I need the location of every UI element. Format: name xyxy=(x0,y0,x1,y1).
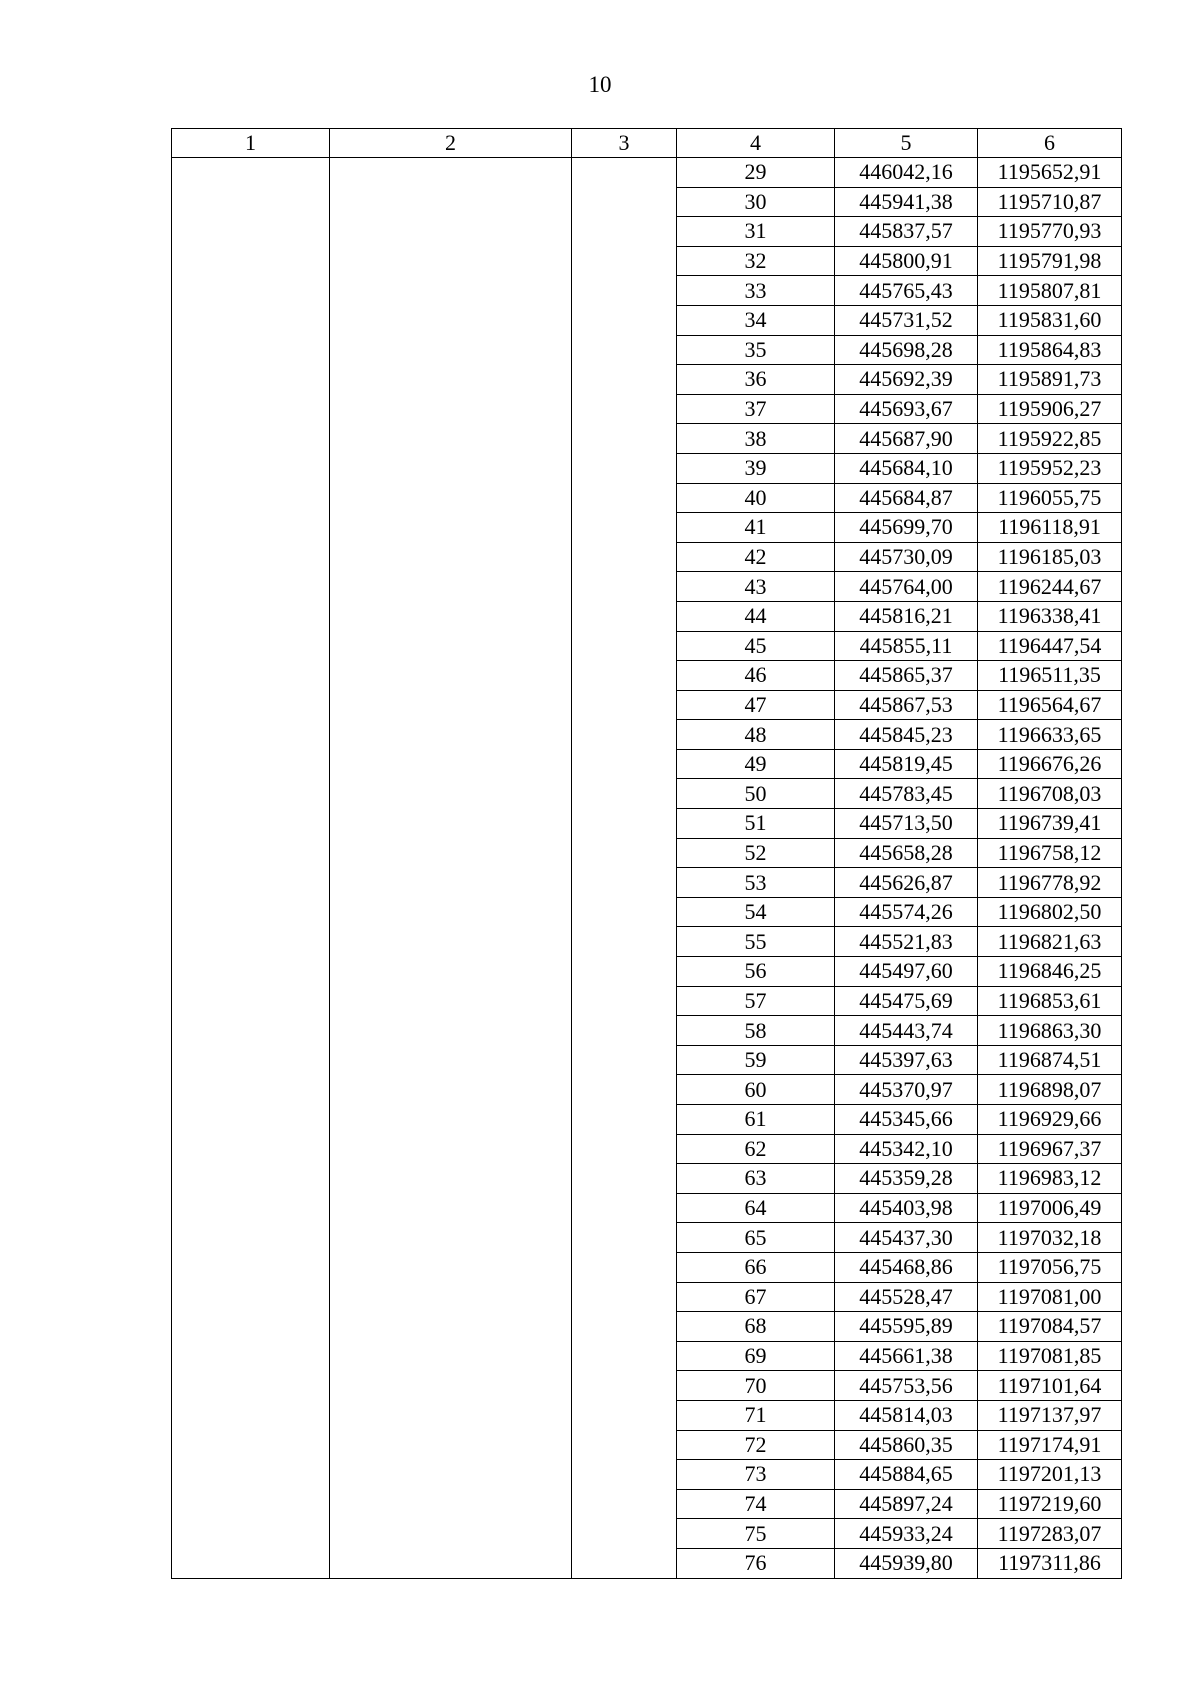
point-number-cell: 74 xyxy=(677,1489,835,1519)
point-number-cell: 32 xyxy=(677,246,835,276)
coordinate-x-cell: 445626,87 xyxy=(835,868,978,898)
point-number-cell: 40 xyxy=(677,483,835,513)
header-row xyxy=(172,129,1122,158)
coordinate-y-cell: 1196778,92 xyxy=(978,868,1122,898)
point-number-cell: 29 xyxy=(677,158,835,188)
coordinate-y-cell: 1196739,41 xyxy=(978,809,1122,839)
column-header-6: 6 xyxy=(978,129,1122,158)
coordinate-x-cell: 445468,86 xyxy=(835,1252,978,1282)
point-number-cell: 31 xyxy=(677,217,835,247)
coordinate-x-cell: 445819,45 xyxy=(835,749,978,779)
point-number-cell: 72 xyxy=(677,1430,835,1460)
coordinate-y-cell: 1195952,23 xyxy=(978,453,1122,483)
point-number-cell: 71 xyxy=(677,1400,835,1430)
point-number-cell: 56 xyxy=(677,957,835,987)
coordinate-x-cell: 445783,45 xyxy=(835,779,978,809)
coordinate-y-cell: 1197219,60 xyxy=(978,1489,1122,1519)
coordinate-x-cell: 445528,47 xyxy=(835,1282,978,1312)
coordinate-x-cell: 445658,28 xyxy=(835,838,978,868)
coordinate-y-cell: 1195906,27 xyxy=(978,394,1122,424)
point-number-cell: 63 xyxy=(677,1164,835,1194)
point-number-cell: 36 xyxy=(677,365,835,395)
merged-cell-column-2 xyxy=(330,158,572,1579)
point-number-cell: 38 xyxy=(677,424,835,454)
coordinate-y-cell: 1196185,03 xyxy=(978,542,1122,572)
coordinate-y-cell: 1195807,81 xyxy=(978,276,1122,306)
point-number-cell: 65 xyxy=(677,1223,835,1253)
point-number-cell: 39 xyxy=(677,453,835,483)
coordinate-x-cell: 445800,91 xyxy=(835,246,978,276)
coordinate-y-cell: 1196118,91 xyxy=(978,513,1122,543)
point-number-cell: 69 xyxy=(677,1341,835,1371)
coordinate-x-cell: 445699,70 xyxy=(835,513,978,543)
page-number: 10 xyxy=(588,72,612,97)
point-number-cell: 53 xyxy=(677,868,835,898)
coordinate-y-cell: 1195710,87 xyxy=(978,187,1122,217)
coordinate-y-cell: 1196929,66 xyxy=(978,1105,1122,1135)
point-number-cell: 58 xyxy=(677,1016,835,1046)
point-number-cell: 64 xyxy=(677,1193,835,1223)
point-number-cell: 46 xyxy=(677,661,835,691)
table-header xyxy=(172,129,1122,158)
point-number-cell: 49 xyxy=(677,749,835,779)
point-number-cell: 66 xyxy=(677,1252,835,1282)
coordinate-x-cell: 445684,87 xyxy=(835,483,978,513)
coordinate-y-cell: 1197311,86 xyxy=(978,1548,1122,1578)
point-number-cell: 60 xyxy=(677,1075,835,1105)
point-number-cell: 75 xyxy=(677,1519,835,1549)
point-number-cell: 70 xyxy=(677,1371,835,1401)
coordinate-x-cell: 445814,03 xyxy=(835,1400,978,1430)
coordinate-y-cell: 1195922,85 xyxy=(978,424,1122,454)
coordinate-x-cell: 445730,09 xyxy=(835,542,978,572)
merged-cell-column-3 xyxy=(572,158,677,1579)
coordinate-x-cell: 445855,11 xyxy=(835,631,978,661)
coordinate-x-cell: 446042,16 xyxy=(835,158,978,188)
coordinate-x-cell: 445693,67 xyxy=(835,394,978,424)
coordinate-x-cell: 445397,63 xyxy=(835,1045,978,1075)
table-body xyxy=(172,158,1122,1579)
coordinate-x-cell: 445865,37 xyxy=(835,661,978,691)
merged-cell-column-1 xyxy=(172,158,330,1579)
coordinate-y-cell: 1196244,67 xyxy=(978,572,1122,602)
column-header-4: 4 xyxy=(677,129,835,158)
coordinate-x-cell: 445692,39 xyxy=(835,365,978,395)
coordinate-x-cell: 445837,57 xyxy=(835,217,978,247)
coordinate-x-cell: 445661,38 xyxy=(835,1341,978,1371)
point-number-cell: 43 xyxy=(677,572,835,602)
column-header-5: 5 xyxy=(835,129,978,158)
coordinate-y-cell: 1197101,64 xyxy=(978,1371,1122,1401)
coordinate-x-cell: 445897,24 xyxy=(835,1489,978,1519)
coordinate-y-cell: 1196846,25 xyxy=(978,957,1122,987)
coordinate-y-cell: 1197283,07 xyxy=(978,1519,1122,1549)
coordinate-x-cell: 445359,28 xyxy=(835,1164,978,1194)
coordinate-y-cell: 1197032,18 xyxy=(978,1223,1122,1253)
coordinate-x-cell: 445731,52 xyxy=(835,305,978,335)
point-number-cell: 68 xyxy=(677,1312,835,1342)
coordinate-y-cell: 1195864,83 xyxy=(978,335,1122,365)
coordinate-x-cell: 445933,24 xyxy=(835,1519,978,1549)
coordinate-y-cell: 1197081,85 xyxy=(978,1341,1122,1371)
coordinate-y-cell: 1196967,37 xyxy=(978,1134,1122,1164)
point-number-cell: 35 xyxy=(677,335,835,365)
coordinate-x-cell: 445765,43 xyxy=(835,276,978,306)
coordinate-x-cell: 445370,97 xyxy=(835,1075,978,1105)
point-number-cell: 59 xyxy=(677,1045,835,1075)
point-number-cell: 50 xyxy=(677,779,835,809)
coordinate-x-cell: 445816,21 xyxy=(835,601,978,631)
point-number-cell: 44 xyxy=(677,601,835,631)
coordinate-y-cell: 1197174,91 xyxy=(978,1430,1122,1460)
coordinate-y-cell: 1197081,00 xyxy=(978,1282,1122,1312)
coordinate-x-cell: 445698,28 xyxy=(835,335,978,365)
point-number-cell: 57 xyxy=(677,986,835,1016)
coordinate-y-cell: 1197056,75 xyxy=(978,1252,1122,1282)
coordinate-y-cell: 1197006,49 xyxy=(978,1193,1122,1223)
coordinate-x-cell: 445342,10 xyxy=(835,1134,978,1164)
coordinate-x-cell: 445684,10 xyxy=(835,453,978,483)
coordinate-x-cell: 445687,90 xyxy=(835,424,978,454)
coordinate-x-cell: 445941,38 xyxy=(835,187,978,217)
coordinate-x-cell: 445845,23 xyxy=(835,720,978,750)
table-row xyxy=(172,158,1122,188)
coordinate-y-cell: 1196055,75 xyxy=(978,483,1122,513)
coordinate-y-cell: 1196802,50 xyxy=(978,897,1122,927)
point-number-cell: 48 xyxy=(677,720,835,750)
coordinate-y-cell: 1195652,91 xyxy=(978,158,1122,188)
coordinate-x-cell: 445939,80 xyxy=(835,1548,978,1578)
coordinate-y-cell: 1196863,30 xyxy=(978,1016,1122,1046)
coordinate-y-cell: 1196874,51 xyxy=(978,1045,1122,1075)
column-header-3: 3 xyxy=(572,129,677,158)
point-number-cell: 61 xyxy=(677,1105,835,1135)
coordinate-x-cell: 445403,98 xyxy=(835,1193,978,1223)
column-header-1: 1 xyxy=(172,129,330,158)
coordinate-y-cell: 1196511,35 xyxy=(978,661,1122,691)
coordinate-y-cell: 1196633,65 xyxy=(978,720,1122,750)
coordinate-y-cell: 1195770,93 xyxy=(978,217,1122,247)
coordinate-y-cell: 1196758,12 xyxy=(978,838,1122,868)
coordinate-y-cell: 1197084,57 xyxy=(978,1312,1122,1342)
coordinate-y-cell: 1196338,41 xyxy=(978,601,1122,631)
coordinate-y-cell: 1197137,97 xyxy=(978,1400,1122,1430)
coordinate-y-cell: 1196821,63 xyxy=(978,927,1122,957)
coordinate-x-cell: 445764,00 xyxy=(835,572,978,602)
coordinate-y-cell: 1195831,60 xyxy=(978,305,1122,335)
point-number-cell: 62 xyxy=(677,1134,835,1164)
coordinate-x-cell: 445345,66 xyxy=(835,1105,978,1135)
point-number-cell: 42 xyxy=(677,542,835,572)
coordinate-x-cell: 445753,56 xyxy=(835,1371,978,1401)
point-number-cell: 76 xyxy=(677,1548,835,1578)
coordinate-x-cell: 445521,83 xyxy=(835,927,978,957)
point-number-cell: 51 xyxy=(677,809,835,839)
point-number-cell: 37 xyxy=(677,394,835,424)
coordinate-y-cell: 1196983,12 xyxy=(978,1164,1122,1194)
coordinate-x-cell: 445860,35 xyxy=(835,1430,978,1460)
coordinate-x-cell: 445437,30 xyxy=(835,1223,978,1253)
coordinates-table xyxy=(171,128,1122,1579)
point-number-cell: 54 xyxy=(677,897,835,927)
point-number-cell: 34 xyxy=(677,305,835,335)
coordinate-y-cell: 1195791,98 xyxy=(978,246,1122,276)
coordinate-x-cell: 445497,60 xyxy=(835,957,978,987)
point-number-cell: 33 xyxy=(677,276,835,306)
coordinate-x-cell: 445443,74 xyxy=(835,1016,978,1046)
point-number-cell: 45 xyxy=(677,631,835,661)
coordinate-x-cell: 445595,89 xyxy=(835,1312,978,1342)
point-number-cell: 52 xyxy=(677,838,835,868)
coordinate-y-cell: 1197201,13 xyxy=(978,1460,1122,1490)
point-number-cell: 55 xyxy=(677,927,835,957)
coordinate-y-cell: 1196898,07 xyxy=(978,1075,1122,1105)
coordinate-y-cell: 1195891,73 xyxy=(978,365,1122,395)
coordinate-x-cell: 445884,65 xyxy=(835,1460,978,1490)
point-number-cell: 30 xyxy=(677,187,835,217)
point-number-cell: 67 xyxy=(677,1282,835,1312)
point-number-cell: 47 xyxy=(677,690,835,720)
coordinate-x-cell: 445713,50 xyxy=(835,809,978,839)
coordinate-y-cell: 1196676,26 xyxy=(978,749,1122,779)
coordinate-x-cell: 445867,53 xyxy=(835,690,978,720)
coordinate-x-cell: 445475,69 xyxy=(835,986,978,1016)
coordinate-y-cell: 1196708,03 xyxy=(978,779,1122,809)
coordinate-y-cell: 1196447,54 xyxy=(978,631,1122,661)
coordinate-x-cell: 445574,26 xyxy=(835,897,978,927)
point-number-cell: 73 xyxy=(677,1460,835,1490)
coordinate-y-cell: 1196853,61 xyxy=(978,986,1122,1016)
coordinate-y-cell: 1196564,67 xyxy=(978,690,1122,720)
column-header-2: 2 xyxy=(330,129,572,158)
point-number-cell: 41 xyxy=(677,513,835,543)
